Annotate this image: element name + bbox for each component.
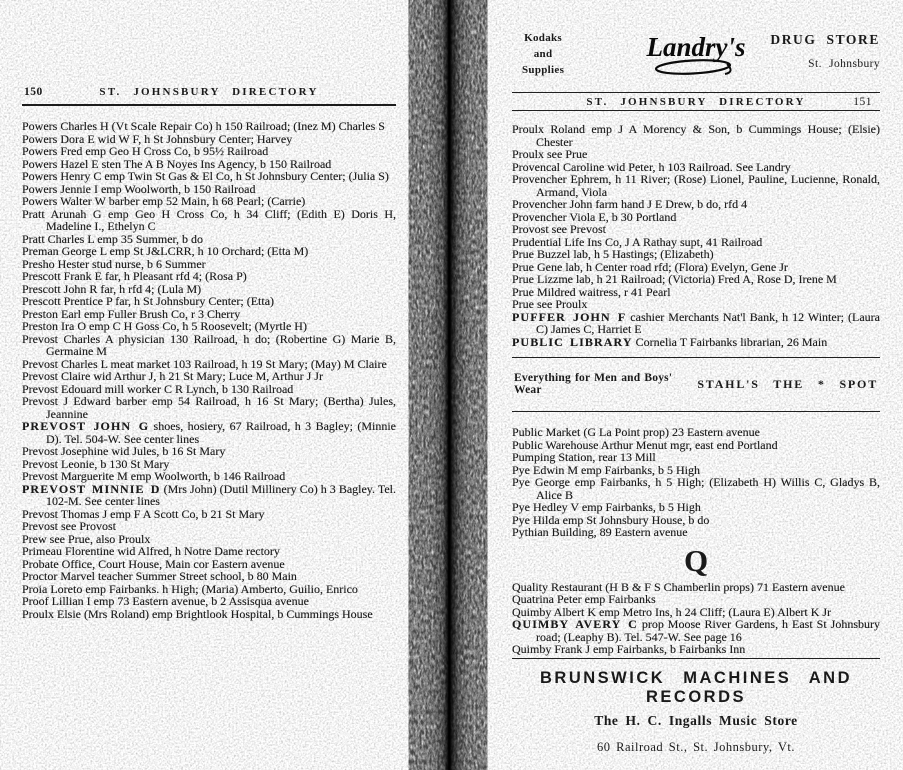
directory-entry: Proulx Roland emp J A Morency & Son, b Cummings House; (Elsie) Chester xyxy=(512,122,880,149)
right-page-title: ST. JOHNSBURY DIRECTORY xyxy=(586,96,806,108)
stahls-ad xyxy=(512,357,880,412)
directory-entry: Powers Dora E wid W F, h St Johnsbury Center; Harvey xyxy=(22,131,293,146)
directory-entry: Provost see Prevost xyxy=(512,222,606,236)
right-page-number: 151 xyxy=(853,96,872,108)
directory-entry: Pratt Arunah G emp Geo H Cross Co, h 34 Cliff; (Edith E) Doris H, Madeline I., Ethelyn C xyxy=(22,206,396,233)
directory-entry: Pythian Building, 89 Eastern avenue xyxy=(512,525,688,539)
directory-entry: Powers Walter W barber emp 52 Main, h 68 Pearl; (Carrie) xyxy=(22,194,306,208)
directory-entry: Powers Jennie I emp Woolworth, b 150 Railroad xyxy=(22,181,256,196)
directory-entry: Pye Hedley V emp Fairbanks, b 5 High xyxy=(512,500,701,514)
directory-entry: Prew see Prue, also Proulx xyxy=(22,531,151,546)
ad-drugstore-line2: St. Johnsbury xyxy=(808,58,880,70)
directory-entry: Public Market (G La Point prop) 23 Eastern avenue xyxy=(512,425,760,439)
directory-entry: Probate Office, Court House, Main cor Eastern avenue xyxy=(22,556,285,571)
section-letter-q: Q xyxy=(683,542,709,578)
directory-entry: Public Warehouse Arthur Menut mgr, east end Portland xyxy=(512,437,778,452)
directory-entry: Prue Mildred waitress, r 41 Pearl xyxy=(512,284,671,299)
left-page-title: ST. JOHNSBURY DIRECTORY xyxy=(99,86,319,98)
directory-entry: PREVOST JOHN G shoes, hosiery, 67 Railroad, h 3 Bagley; (Minnie D). Tel. 504-W. See center lines xyxy=(22,419,396,446)
left-header-rule xyxy=(22,104,396,106)
directory-entry: Prue Lizzme lab, h 21 Railroad; (Victoria) Fred A, Rose D, Irene M xyxy=(512,272,837,286)
directory-entry: PREVOST MINNIE D (Mrs John) (Dutil Millinery Co) h 3 Bagley. Tel. 102-M. See center lines xyxy=(22,481,396,508)
directory-entry: Preston Ira O emp C H Goss Co, h 5 Roosevelt; (Myrtle H) xyxy=(22,319,307,333)
directory-entry: Proulx see Prue xyxy=(512,147,588,161)
brunswick-ad-line3: 60 Railroad St., St. Johnsbury, Vt. xyxy=(597,739,795,754)
directory-entry: Provencher Ephrem, h 11 River; (Rose) Lionel, Pauline, Lucienne, Ronald, Armand, Viola xyxy=(512,172,880,199)
directory-entry: Proof Lillian I emp 73 Eastern avenue, b 2 Assisqua avenue xyxy=(22,594,309,608)
directory-entry: Quimby Albert K emp Metro Ins, h 24 Cliff; (Laura E) Albert K Jr xyxy=(512,604,832,619)
brunswick-ad-line1: BRUNSWICK MACHINES AND RECORDS xyxy=(540,668,852,706)
directory-entry-bold-name: PUBLIC LIBRARY xyxy=(512,334,633,349)
directory-entry: Prevost Josephine wid Jules, b 16 St Mary xyxy=(22,444,226,458)
directory-entry: Prescott John R far, h rfd 4; (Lula M) xyxy=(22,281,202,296)
directory-entry: Pye Hilda emp St Johnsbury House, b do xyxy=(512,512,710,527)
landrys-script-logo xyxy=(621,20,771,86)
ad-kodaks-line3: Supplies xyxy=(522,64,565,76)
ad-drugstore-text xyxy=(770,32,880,70)
directory-entry: Prevost Claire wid Arthur J, h 21 St Mary; Luce M, Arthur J Jr xyxy=(22,369,323,383)
directory-entry-bold-name: PUFFER JOHN F xyxy=(512,309,627,324)
stahls-ad-left-text: Everything for Men and Boys' Wear xyxy=(514,372,673,396)
brunswick-ad-line2: The H. C. Ingalls Music Store xyxy=(594,712,798,728)
directory-entry: Pye Edwin M emp Fairbanks, b 5 High xyxy=(512,462,700,477)
directory-entry: Pratt Charles L emp 35 Summer, b do xyxy=(22,231,204,246)
bottom-ad-rule xyxy=(512,658,880,659)
directory-entry: Prevost Marguerite M emp Woolworth, b 146 Railroad xyxy=(22,469,286,483)
directory-entry: Quatrina Peter emp Fairbanks xyxy=(512,592,656,606)
directory-entries-right-q xyxy=(512,581,880,656)
directory-entry: PUFFER JOHN F cashier Merchants Nat'l Bank, h 12 Winter; (Laura C) James C, Harriet E xyxy=(512,309,880,336)
directory-entry: Prudential Life Ins Co, J A Rathay supt, 41 Railroad xyxy=(512,234,763,249)
directory-entry: Prue Buzzel lab, h 5 Hastings; (Elizabeth) xyxy=(512,247,714,261)
directory-entry: Prue see Proulx xyxy=(512,297,588,311)
directory-entry: Prevost Leonie, b 130 St Mary xyxy=(22,456,170,471)
directory-entries-left xyxy=(22,120,396,620)
directory-entry: QUIMBY AVERY C prop Moose River Gardens, h East St Johnsbury road; (Leaphy B). Tel. 547-W. See page 16 xyxy=(512,617,880,644)
directory-entry: Proia Loreto emp Fairbanks. h High; (Maria) Amberto, Guilio, Enrico xyxy=(22,581,358,596)
directory-entry: Proctor Marvel teacher Summer Street school, b 80 Main xyxy=(22,569,297,583)
directory-entry: Primeau Florentine wid Alfred, h Notre Dame rectory xyxy=(22,544,280,558)
ad-drugstore-line1: DRUG STORE xyxy=(770,32,880,47)
directory-entry: Prevost Charles A physician 130 Railroad, h do; (Robertine G) Marie B, Germaine M xyxy=(22,331,396,358)
landrys-drugstore-ad xyxy=(512,14,880,90)
directory-entry: Pumping Station, rear 13 Mill xyxy=(512,450,656,464)
directory-entry: Proulx Elsie (Mrs Roland) emp Brightlook Hospital, b Cummings House xyxy=(22,606,373,621)
page-left-150 xyxy=(22,86,396,620)
directory-entry: Powers Hazel E sten The A B Noyes Ins Agency, b 150 Railroad xyxy=(22,156,332,171)
left-page-number: 150 xyxy=(24,86,43,98)
right-page-header xyxy=(512,92,880,111)
directory-entry: Prevost Thomas J emp F A Scott Co, b 21 St Mary xyxy=(22,506,265,521)
ad-kodaks-line2: and xyxy=(533,48,553,60)
directory-entry: Quimby Frank J emp Fairbanks, b Fairbanks Inn xyxy=(512,642,746,656)
directory-entry: Prescott Prentice P far, h St Johnsbury Center; (Etta) xyxy=(22,294,275,308)
directory-entry: Prue Gene lab, h Center road rfd; (Flora) Evelyn, Gene Jr xyxy=(512,259,788,274)
directory-entry: Presho Hester stud nurse, b 6 Summer xyxy=(22,256,206,271)
directory-entry: Quality Restaurant (H B & F S Chamberlin props) 71 Eastern avenue xyxy=(512,579,845,594)
directory-entry: Provencher Viola E, b 30 Portland xyxy=(512,209,677,224)
directory-entries-right-a xyxy=(512,123,880,348)
directory-entry-bold-name: QUIMBY AVERY C xyxy=(512,617,638,631)
directory-entry: Powers Fred emp Geo H Cross Co, b 95½ Railroad xyxy=(22,144,269,158)
directory-entry: Prevost J Edward barber emp 54 Railroad, h 16 St Mary; (Bertha) Jules, Jeannine xyxy=(22,394,396,421)
directory-entry: Prevost see Provost xyxy=(22,519,116,533)
directory-entry: PUBLIC LIBRARY Cornelia T Fairbanks librarian, 26 Main xyxy=(512,334,828,349)
directory-entry: Provencher John farm hand J E Drew, b do, rfd 4 xyxy=(512,197,748,211)
directory-entry: Powers Henry C emp Twin St Gas & El Co, h St Johnsbury Center; (Julia S) xyxy=(22,169,389,183)
svg-text:Landry's: Landry's xyxy=(646,32,746,62)
directory-entry: Prevost Edouard mill worker C R Lynch, b 130 Railroad xyxy=(22,381,294,396)
book-gutter xyxy=(424,0,474,770)
page-right-151 xyxy=(512,14,880,755)
brunswick-records-ad xyxy=(512,669,880,755)
directory-entry: Pye George emp Fairbanks, h 5 High; (Elizabeth H) Willis C, Gladys B, Alice B xyxy=(512,475,880,502)
directory-entry-bold-name: PREVOST MINNIE D xyxy=(22,481,161,496)
directory-entry: Prevost Charles L meat market 103 Railroad, h 19 St Mary; (May) M Claire xyxy=(22,356,387,371)
ad-kodaks-text xyxy=(522,30,564,78)
ad-kodaks-line1: Kodaks xyxy=(524,32,563,44)
left-page-header xyxy=(22,86,396,99)
directory-entry: Prescott Frank E far, h Pleasant rfd 4; (Rosa P) xyxy=(22,269,247,283)
directory-entry: Preston Earl emp Fuller Brush Co, r 3 Cherry xyxy=(22,306,241,321)
directory-entry-bold-name: PREVOST JOHN G xyxy=(22,419,150,433)
directory-entry: Preman George L emp St J&LCRR, h 10 Orchard; (Etta M) xyxy=(22,244,309,258)
directory-entry: Powers Charles H (Vt Scale Repair Co) h 150 Railroad; (Inez M) Charles S xyxy=(22,119,385,133)
stahls-ad-right-text: STAHL'S THE * SPOT xyxy=(697,376,878,391)
directory-entries-right-b xyxy=(512,426,880,539)
directory-entry: Provencal Caroline wid Peter, h 103 Railroad. See Landry xyxy=(512,159,791,174)
